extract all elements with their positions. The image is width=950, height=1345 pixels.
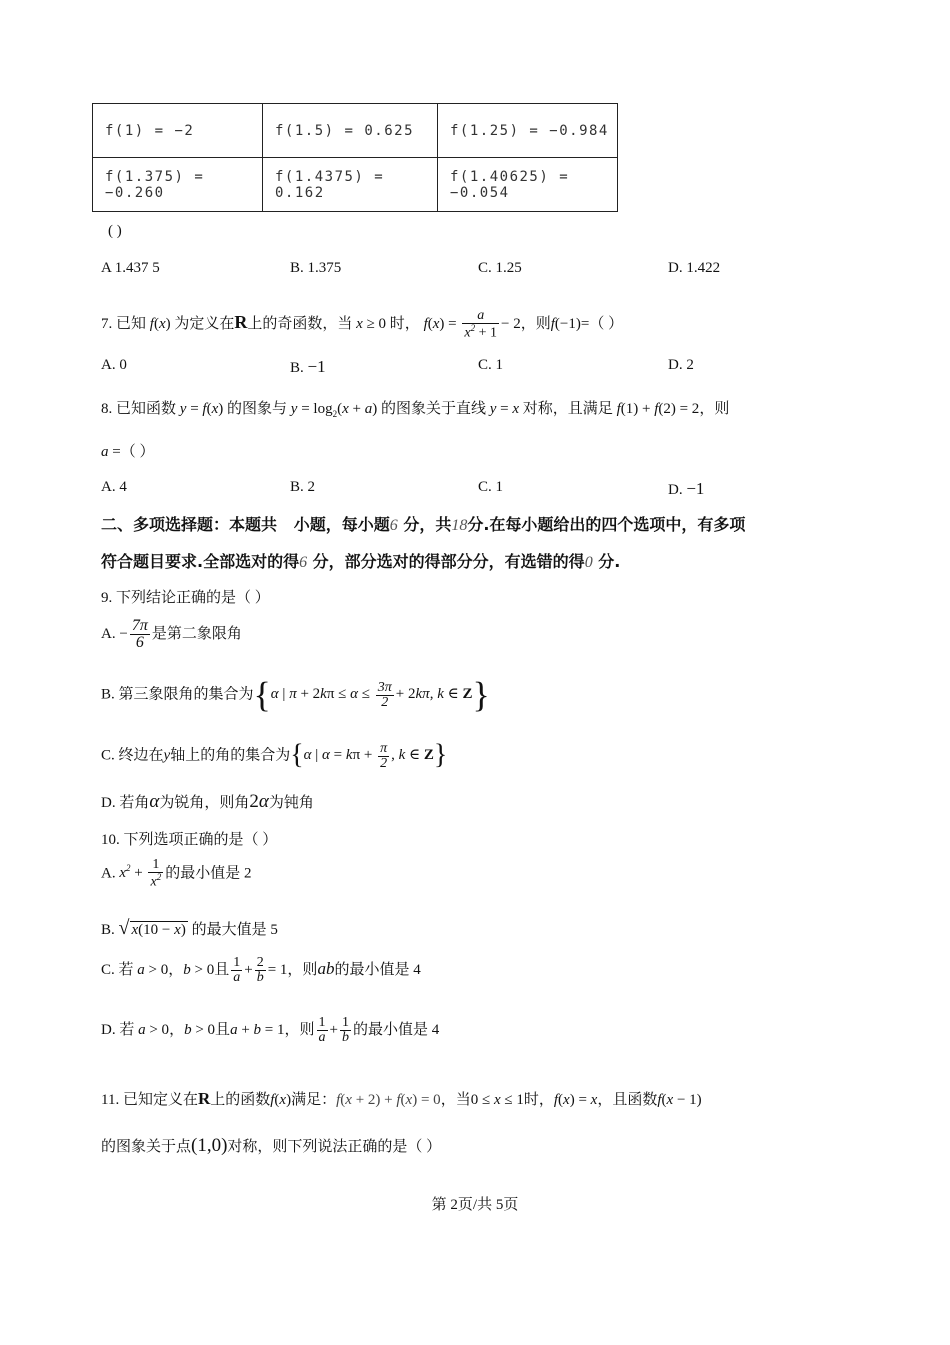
q10-d-then: ，则 <box>284 1021 315 1038</box>
q8-option-b: B. 2 <box>290 479 316 495</box>
q9-d-text3: 为钝角 <box>268 795 314 811</box>
q7-text: 7. 已知 <box>101 316 147 332</box>
section-text: 小题，每小题 <box>293 515 390 534</box>
q7-text: 上的奇函数，当 <box>247 316 353 332</box>
section-num: 18 <box>451 517 468 534</box>
q7-option-d: D. 2 <box>668 357 694 373</box>
q10-option-a <box>101 858 251 890</box>
q8-option-d-value: −1 <box>686 479 705 498</box>
question-10-stem: 10. 下列选项正确的是（ ） <box>101 832 278 848</box>
q10-d-eq: a + b = 1 <box>230 1021 285 1038</box>
q10-c-text: C. 若 <box>101 961 134 978</box>
q8-text: 对称，且满足 <box>522 401 613 417</box>
q8-option-a: A. 4 <box>101 479 127 495</box>
q10-d-expr: $\frac{1}{a}$ + $\frac{1}{b}$ <box>318 1015 349 1045</box>
q9-c-yaxis: y <box>163 747 171 764</box>
q8-stem-line2 <box>101 440 154 461</box>
q11-interval: 0 ≤ x ≤ 1 <box>470 1092 524 1108</box>
q10-c-ab: ab <box>317 958 335 978</box>
table-cell: f(1.375) = −0.260 <box>93 158 263 212</box>
q7-target: f(−1) <box>550 316 581 332</box>
table-cell: f(1.5) = 0.625 <box>263 104 438 158</box>
q7-text: 为定义在 <box>174 316 235 332</box>
section-text: 符合题目要求.全部选对的得 <box>101 552 300 571</box>
q10-c-then: ，则 <box>287 961 318 978</box>
q11-fx-minus-1: f(x − 1) <box>657 1092 702 1108</box>
table-row <box>93 104 618 158</box>
q8-line: y = x <box>489 401 520 417</box>
q7-option-b <box>290 357 326 377</box>
table-cell: f(1.25) = −0.984 <box>438 104 618 158</box>
section-text: 分.在每小题给出的四个选项中，有多项 <box>467 515 746 534</box>
section-text: 二、多项选择题：本题共 <box>101 515 278 534</box>
q11-fx: f(x) <box>270 1092 292 1108</box>
function-value-table <box>92 103 618 212</box>
section-num: 6 <box>389 517 398 534</box>
q10-c-and: 且 <box>214 961 230 978</box>
section-text: 分. <box>598 552 621 571</box>
q7-option-a: A. 0 <box>101 357 127 373</box>
q6-option-a: A 1.437 5 <box>101 260 160 276</box>
q10-d-tail: 的最小值是 4 <box>352 1021 440 1038</box>
q11-text: ，且函数 <box>597 1092 658 1108</box>
q11-reals: R <box>197 1089 211 1108</box>
q8-option-c: C. 1 <box>478 479 504 495</box>
q10-a-expr: $x^2$ + $\frac{1}{x^2}$ <box>119 857 162 890</box>
q7-option-b-label: B. <box>290 360 304 376</box>
q7-reals: R <box>234 312 248 332</box>
q9-d-2alpha: 2α <box>249 791 269 812</box>
q6-option-b: B. 1.375 <box>290 260 342 276</box>
q9-c-text2: 轴上的角的集合为 <box>170 747 291 764</box>
section-num: 6 <box>299 554 308 571</box>
q8-log: $y = \log_2(x + a)$ <box>290 401 378 419</box>
q10-d-a: a > 0 <box>138 1021 170 1038</box>
q9-d-alpha: α <box>149 791 160 812</box>
q10-d-text: D. 若 <box>101 1021 135 1038</box>
table-cell: f(1.4375) = 0.162 <box>263 158 438 212</box>
q8-text: 的图象与 <box>227 401 288 417</box>
q9-d-text2: 为锐角，则角 <box>159 795 250 811</box>
q10-c-eq: $\frac{1}{a}$ + $\frac{2}{b}$ = 1 <box>233 955 288 985</box>
q11-functional-eq: f(x + 2) + f(x) = 0 <box>336 1092 441 1108</box>
q10-option-d <box>101 1016 439 1045</box>
q8-a-equals: a = <box>101 444 121 460</box>
q9-a-text: 是第二象限角 <box>151 625 242 642</box>
q7-text: 时， <box>389 316 420 332</box>
q10-d-and: 且 <box>215 1021 231 1038</box>
q9-b-set: {α | π + 2kπ ≤ α ≤ $\frac{3\pi}{2}$ + 2kπ, k ∈ Z} <box>253 675 490 715</box>
q10-d-comma: ， <box>169 1021 185 1038</box>
q8-y-fx: y = f(x) <box>179 401 224 417</box>
q7-condition: x ≥ 0 <box>356 316 387 332</box>
page-number-footer: 第 2页/共 5页 <box>431 1197 519 1213</box>
question-8-stem <box>101 396 729 427</box>
q11-point: (1,0) <box>191 1135 228 1156</box>
q10-c-b: b > 0 <box>183 961 215 978</box>
q8-text: 8. 已知函数 <box>101 401 177 417</box>
table-cell: f(1.40625) = −0.054 <box>438 158 618 212</box>
q11-text: 时， <box>523 1092 554 1108</box>
q9-a-angle: − $\frac{7\pi}{6}$ <box>119 617 148 651</box>
q7-option-b-value: −1 <box>307 357 326 376</box>
q11-text: 上的函数 <box>210 1092 271 1108</box>
q10-d-b: b > 0 <box>184 1021 216 1038</box>
q6-option-c: C. 1.25 <box>478 260 522 276</box>
q10-c-a: a > 0 <box>137 961 169 978</box>
section-num: 0 <box>584 554 593 571</box>
q10-option-c <box>101 956 421 985</box>
question-7-stem <box>101 304 623 342</box>
q9-c-text: C. 终边在 <box>101 747 164 764</box>
q10-c-tail: 的最小值是 4 <box>334 961 421 978</box>
q7-formula: f(x) = $\frac{a}{x^2 + 1}$ − 2 <box>423 307 521 341</box>
question-9-stem: 9. 下列结论正确的是（ ） <box>101 590 270 606</box>
table-row <box>93 158 618 212</box>
q9-d-text: D. 若角 <box>101 795 150 811</box>
q9-a-label: A. <box>101 625 116 642</box>
q8-paren: （ ） <box>120 444 155 460</box>
q7-fx: f(x) <box>149 316 171 332</box>
q9-b-text: B. 第三象限角的集合为 <box>101 686 254 703</box>
q8-text: ，则 <box>699 401 730 417</box>
q11-text: 的图象关于点 <box>101 1139 192 1155</box>
q7-text: ，则 <box>520 316 551 332</box>
q11-text: 对称，则下列说法正确的是（ ） <box>227 1139 442 1155</box>
q10-c-comma: ， <box>168 961 184 978</box>
section-heading-line2 <box>101 549 620 572</box>
q11-text: 11. 已知定义在 <box>101 1092 198 1108</box>
q10-a-text: 的最小值是 2 <box>165 865 252 882</box>
q9-option-a <box>101 618 242 651</box>
q6-answer-paren: ( ) <box>108 223 122 239</box>
q9-option-d <box>101 791 314 813</box>
q11-text: 满足： <box>291 1092 337 1108</box>
section-heading-line1 <box>101 512 745 535</box>
q9-option-b <box>101 674 490 716</box>
question-11-stem-line1 <box>101 1088 702 1109</box>
q7-option-c: C. 1 <box>478 357 504 373</box>
section-text: 分，部分选对的得部分分，有选错的得 <box>312 552 585 571</box>
q10-b-expr: √ x(10 − x) <box>118 917 186 939</box>
q8-option-d <box>668 479 704 499</box>
q10-a-label: A. <box>101 865 116 882</box>
q6-option-d: D. 1.422 <box>668 260 721 276</box>
table-cell: f(1) = −2 <box>93 104 263 158</box>
q7-text: =（ ） <box>580 316 624 332</box>
q8-condition: f(1) + f(2) = 2 <box>616 401 700 417</box>
q10-b-text: 的最大值是 5 <box>191 922 278 938</box>
question-11-stem-line2 <box>101 1135 441 1157</box>
q8-option-d-label: D. <box>668 482 683 498</box>
q10-option-b <box>101 917 278 940</box>
q11-text: ，当 <box>440 1092 471 1108</box>
q9-option-c <box>101 740 447 772</box>
q9-c-set: {α | α = kπ + $\frac{\pi}{2}$ , k ∈ Z} <box>290 740 448 771</box>
q10-b-label: B. <box>101 922 115 938</box>
section-text: 分，共 <box>403 515 452 534</box>
q8-text: 的图象关于直线 <box>380 401 486 417</box>
q11-fx-eq-x: f(x) = x <box>553 1092 598 1108</box>
